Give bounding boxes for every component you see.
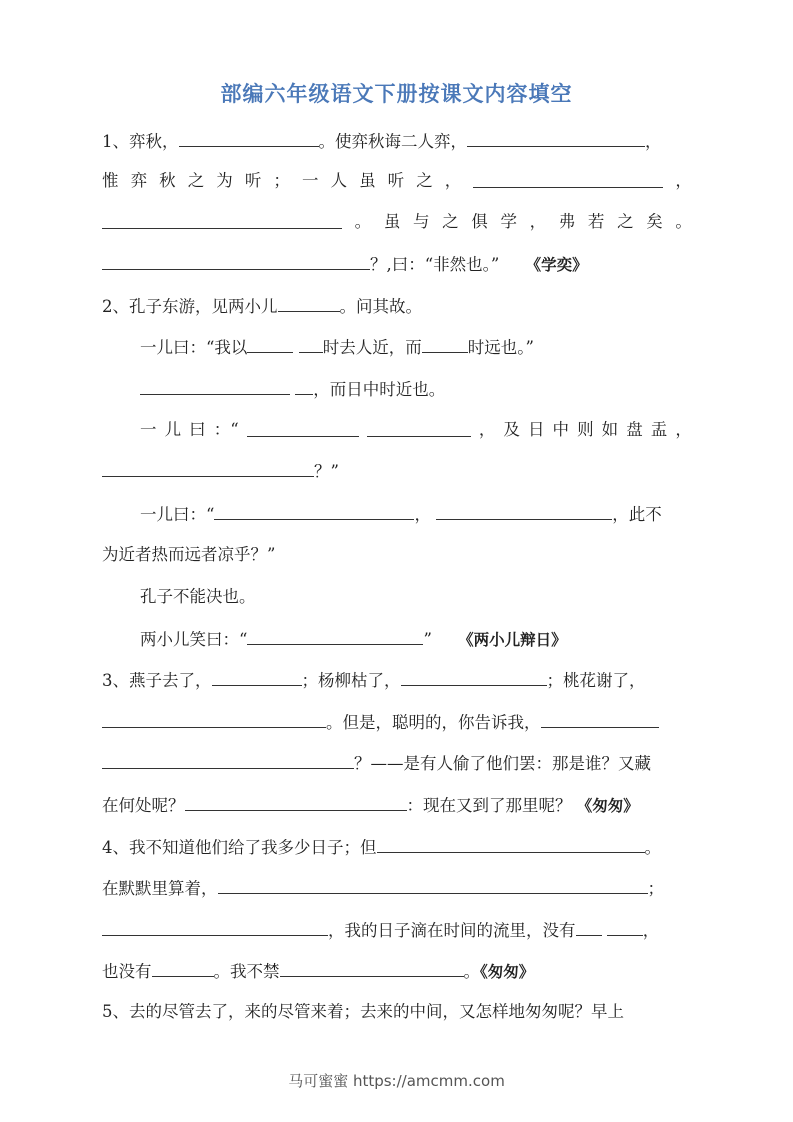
blank[interactable] bbox=[140, 378, 290, 395]
blank[interactable] bbox=[473, 171, 663, 188]
blank[interactable] bbox=[212, 669, 302, 686]
blank[interactable] bbox=[299, 336, 323, 353]
q1-line-4: ？,曰：“非然也。” 《学奕》 bbox=[102, 253, 692, 275]
q1-line-3: 。 虽 与 之 俱 学 ， 弗 若 之 矣 。 bbox=[102, 212, 692, 232]
blank[interactable] bbox=[377, 836, 645, 853]
blank[interactable] bbox=[247, 420, 359, 437]
q2-line-4: 一 儿 曰 ：“ ， 及 日 中 则 如 盘 盂 ， bbox=[140, 420, 692, 439]
q2-line-6: 一儿曰：“ ， ，此不 bbox=[140, 505, 662, 524]
source-title: 《两小儿辩日》 bbox=[458, 631, 567, 649]
source-title: 《匆匆》 bbox=[480, 963, 535, 981]
q4-line-4: 也没有 。我不禁 。《匆匆》 bbox=[102, 962, 535, 981]
q5-line-1: 5、去的尽管去了，来的尽管来着；去来的中间，又怎样地匆匆呢？早上 bbox=[102, 1002, 624, 1021]
blank[interactable] bbox=[467, 130, 645, 147]
blank[interactable] bbox=[280, 960, 464, 977]
blank[interactable] bbox=[185, 794, 407, 811]
page-title: 部编六年级语文下册按课文内容填空 bbox=[220, 82, 573, 106]
blank[interactable] bbox=[102, 752, 354, 769]
blank[interactable] bbox=[102, 212, 342, 229]
q1-line-2: 惟 弈 秋 之 为 听 ； 一 人 虽 听 之 ， ， bbox=[102, 171, 692, 190]
q3-line-3: ？——是有人偷了他们罢：那是谁？又藏 bbox=[102, 752, 692, 774]
q2-line-5: ？” bbox=[102, 460, 692, 482]
blank[interactable] bbox=[214, 503, 414, 520]
blank[interactable] bbox=[367, 420, 471, 437]
blank[interactable] bbox=[576, 919, 602, 936]
blank[interactable] bbox=[278, 295, 340, 312]
footer-watermark: 马可蜜蜜 https://amcmm.com bbox=[288, 1072, 505, 1090]
q3-line-4: 在何处呢？ ：现在又到了那里呢？ 《匆匆》 bbox=[102, 796, 639, 815]
blank[interactable] bbox=[401, 669, 547, 686]
q2-line-1: 2、孔子东游，见两小儿 。问其故。 bbox=[102, 297, 422, 316]
q3-line-1: 3、燕子去了， ；杨柳枯了， ；桃花谢了， bbox=[102, 671, 646, 690]
blank[interactable] bbox=[541, 711, 659, 728]
q3-line-2: 。但是，聪明的，你告诉我， bbox=[102, 711, 692, 733]
q2-line-9: 两小儿笑曰：“ ” 《两小儿辩日》 bbox=[140, 630, 567, 649]
blank[interactable] bbox=[247, 628, 423, 645]
blank[interactable] bbox=[247, 336, 293, 353]
blank[interactable] bbox=[218, 877, 648, 894]
blank[interactable] bbox=[102, 919, 328, 936]
blank[interactable] bbox=[102, 460, 314, 477]
source-title: 《匆匆》 bbox=[576, 797, 639, 815]
blank[interactable] bbox=[152, 960, 214, 977]
blank[interactable] bbox=[102, 253, 370, 270]
q4-line-3: ，我的日子滴在时间的流里，没有 ， bbox=[102, 919, 692, 941]
q1-line-1: 1、弈秋， 。使弈秋诲二人弈， ， bbox=[102, 132, 662, 151]
blank[interactable] bbox=[102, 711, 326, 728]
blank[interactable] bbox=[295, 378, 313, 395]
blank[interactable] bbox=[436, 503, 612, 520]
q2-line-8: 孔子不能决也。 bbox=[140, 587, 256, 606]
q2-line-3: ，而日中时近也。 bbox=[140, 378, 692, 400]
q4-line-1: 4、我不知道他们给了我多少日子；但 。 bbox=[102, 838, 661, 857]
source-title: 《学奕》 bbox=[525, 256, 588, 274]
q4-line-2: 在默默里算着， ； bbox=[102, 879, 664, 898]
q2-line-2: 一儿曰：“我以 时去人近，而 时远也。” bbox=[140, 338, 534, 357]
q2-line-7: 为近者热而远者凉乎？” bbox=[102, 545, 276, 564]
blank[interactable] bbox=[179, 130, 319, 147]
blank[interactable] bbox=[422, 336, 468, 353]
blank[interactable] bbox=[607, 919, 643, 936]
